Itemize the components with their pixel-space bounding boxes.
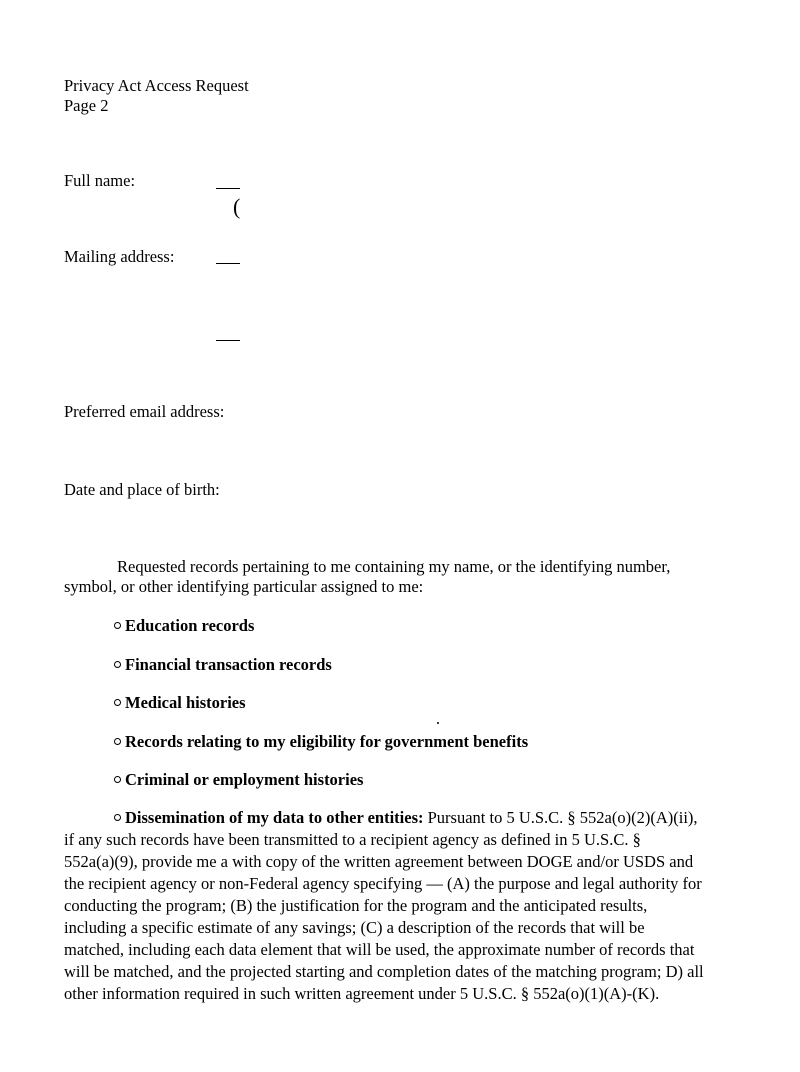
dissemination-line: 552a(a)(9), provide me a with copy of the written agreement between DOGE and/or USDS and [64, 852, 694, 871]
page-number: Page 2 [64, 96, 109, 115]
record-item: Records relating to my eligibility for government benefits [114, 731, 528, 753]
dissemination-line: matched, including each data element that will be used, the approximate number of records that [64, 940, 695, 959]
request-intro-line-1: Requested records pertaining to me containing my name, or the identifying number, [117, 557, 671, 576]
bullet-icon [114, 776, 121, 783]
dissemination-line: other information required in such written agreement under 5 U.S.C. § 552a(o)(1)(A)-(K). [64, 984, 660, 1003]
request-intro-line-2: symbol, or other identifying particular assigned to me: [64, 577, 424, 596]
dissemination-line: conducting the program; (B) the justification for the program and the anticipated results, [64, 896, 648, 915]
record-item: Financial transaction records [114, 654, 332, 676]
record-item: Education records [114, 615, 254, 637]
bullet-icon [114, 622, 121, 629]
full-name-label: Full name: [64, 171, 136, 190]
dissemination-paragraph [64, 807, 724, 1005]
stray-mark [437, 722, 439, 724]
record-item: Medical histories [114, 692, 246, 714]
birth-label: Date and place of birth: [64, 480, 220, 499]
dissemination-line: including a specific estimate of any savings; (C) a description of the records that will be [64, 918, 645, 937]
bullet-icon [114, 738, 121, 745]
handwritten-mark: ( [233, 194, 241, 219]
bullet-icon [114, 699, 121, 706]
mailing-address-blank-2 [216, 340, 240, 341]
bullet-icon [114, 814, 121, 821]
dissemination-line: will be matched, and the projected starting and completion dates of the matching program; D) all [64, 962, 704, 981]
email-label: Preferred email address: [64, 402, 225, 421]
mailing-address-blank-1 [216, 263, 240, 264]
bullet-icon [114, 661, 121, 668]
dissemination-line: the recipient agency or non-Federal agency specifying — (A) the purpose and legal authority for [64, 874, 702, 893]
dissemination-heading: Dissemination of my data to other entities: [125, 808, 424, 827]
dissemination-line: if any such records have been transmitted to a recipient agency as defined in 5 U.S.C. § [64, 830, 641, 849]
record-item: Criminal or employment histories [114, 769, 363, 791]
full-name-blank [216, 188, 240, 189]
document-title: Privacy Act Access Request [64, 76, 249, 95]
dissemination-line-1-rest: Pursuant to 5 U.S.C. § 552a(o)(2)(A)(ii), [423, 808, 698, 827]
dissemination-first-line [64, 807, 724, 829]
mailing-address-label: Mailing address: [64, 247, 175, 266]
